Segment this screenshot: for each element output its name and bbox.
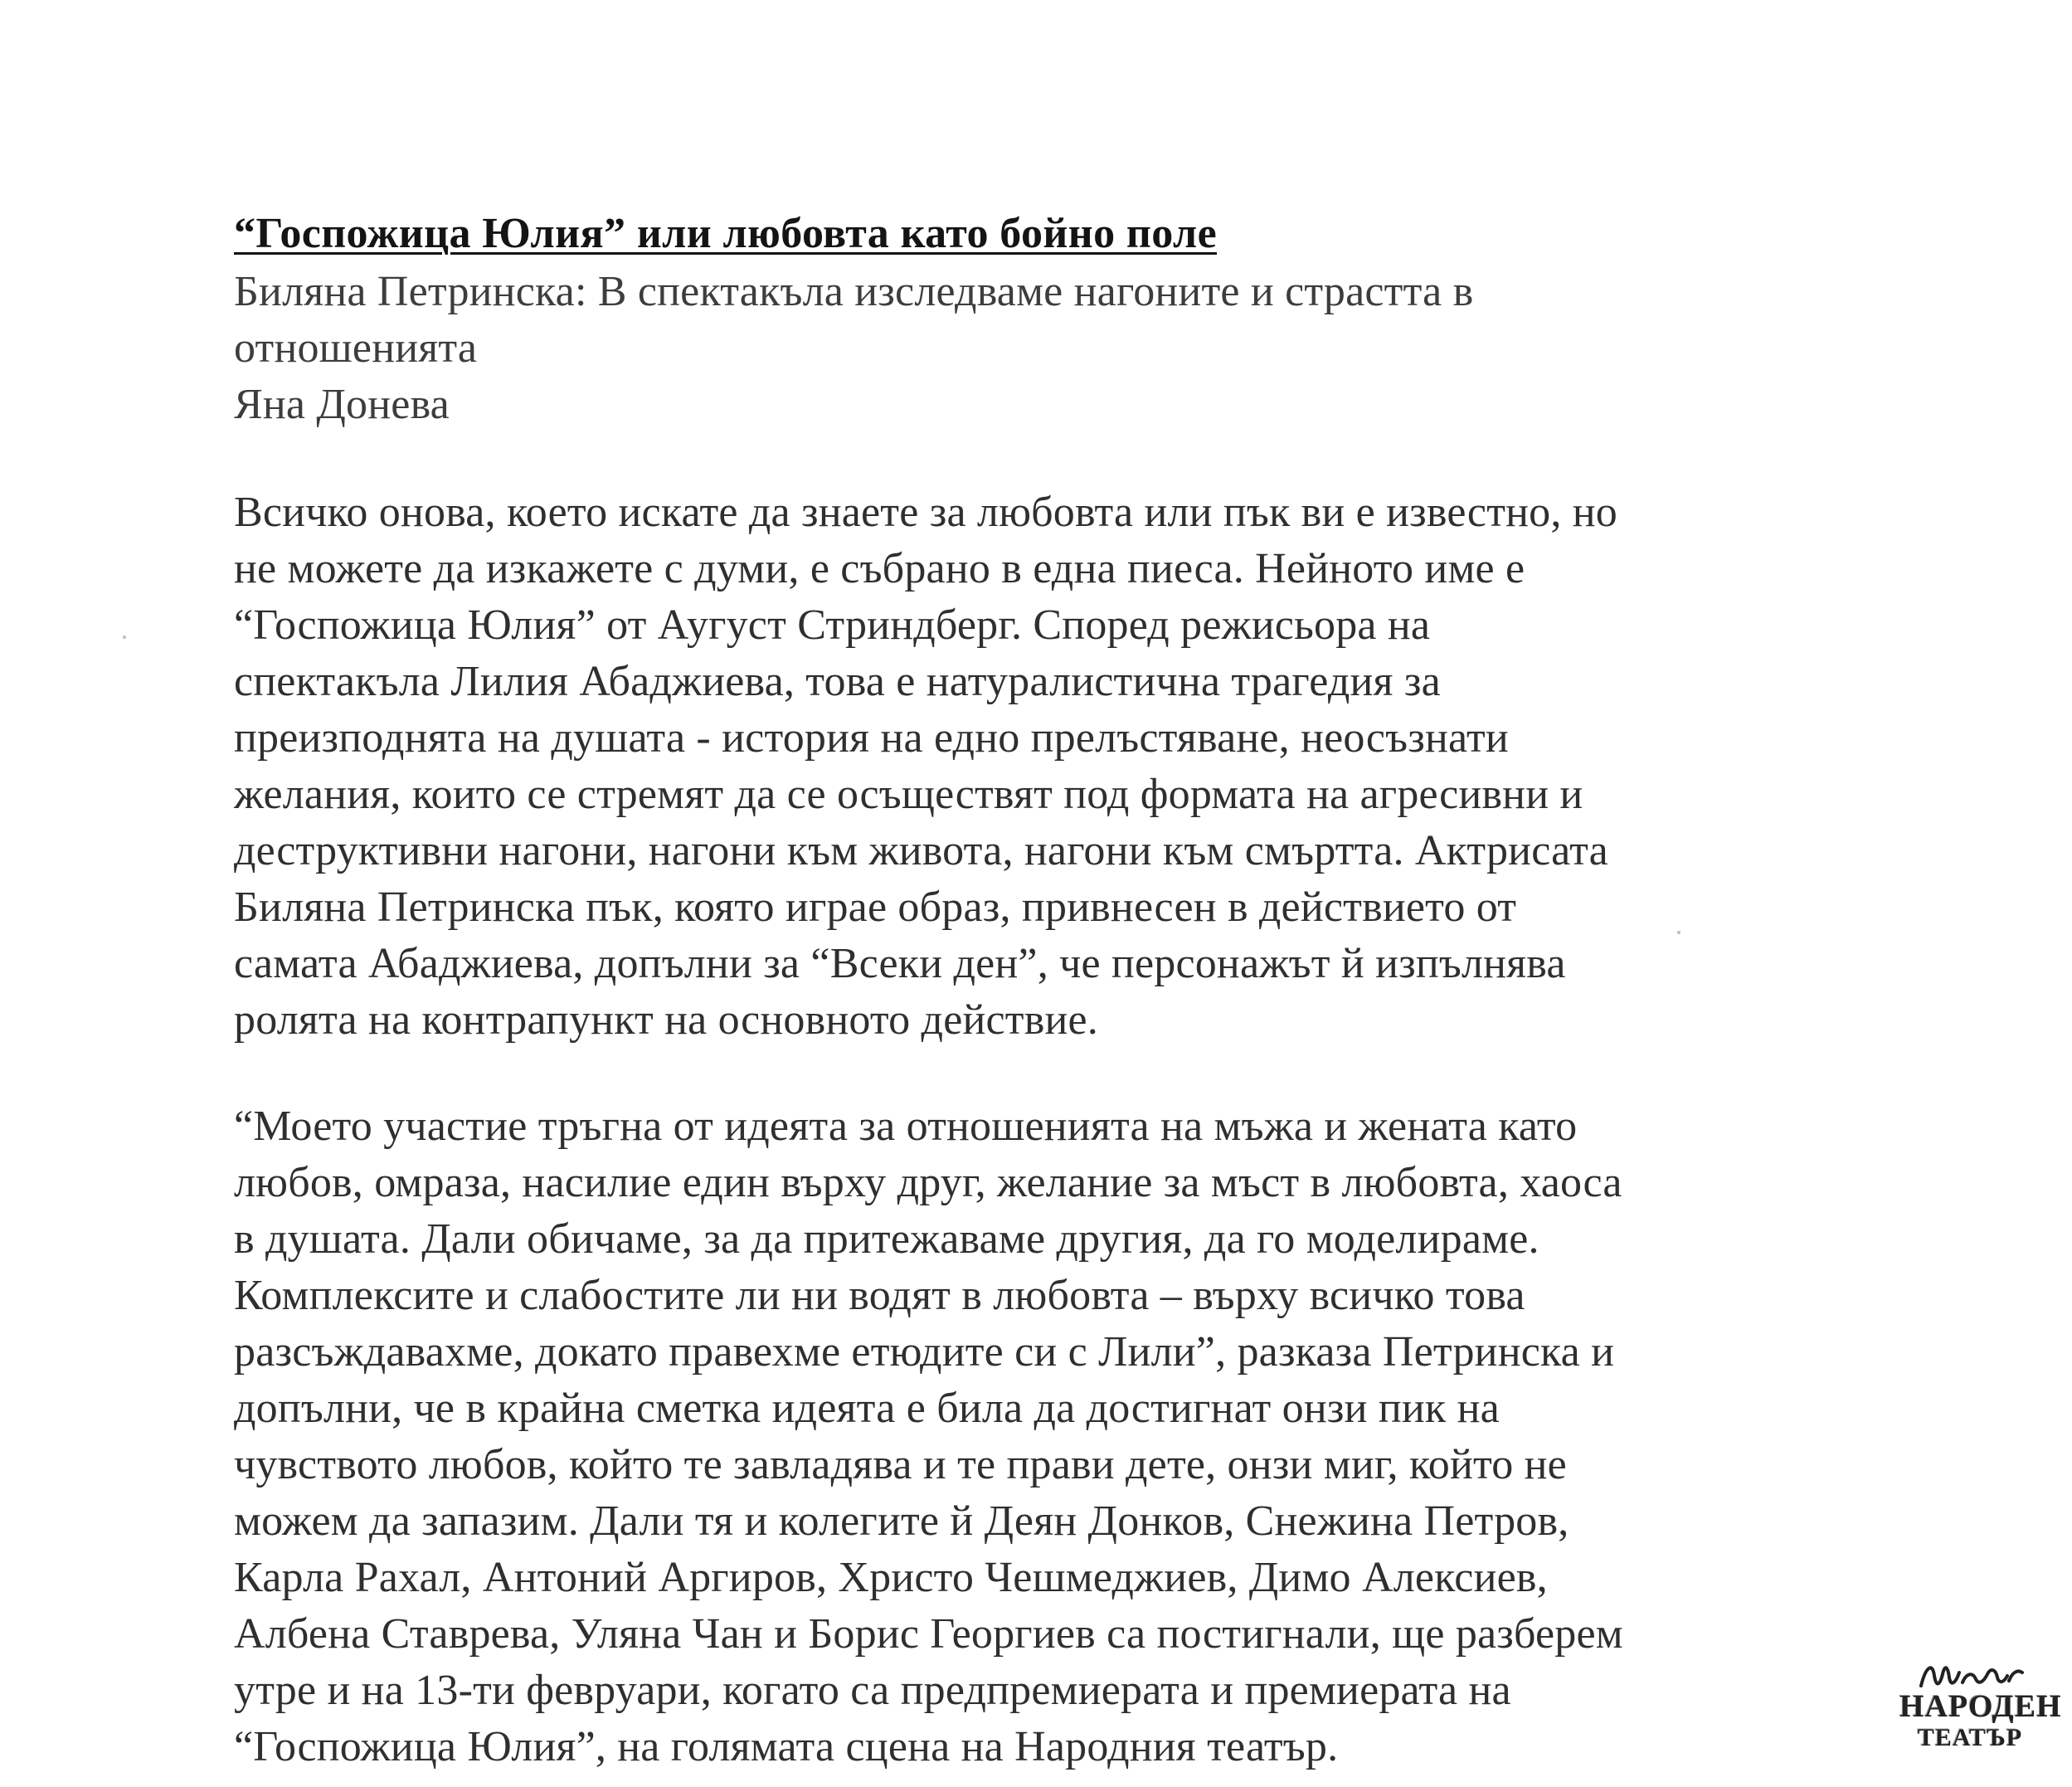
article-author: Яна Донева — [234, 381, 450, 428]
article-title: “Госпожица Юлия” или любовта като бойно поле — [234, 210, 1218, 257]
paragraph-1-line: Всичко онова, което искате да знаете за любовта или пък ви е известно, но — [234, 489, 1617, 536]
scan-speck — [1677, 931, 1680, 934]
paragraph-2-line: можем да запазим. Дали тя и колегите й Деян Донков, Снежина Петров, — [234, 1497, 1569, 1545]
paragraph-1-line: “Госпожица Юлия” от Аугуст Стриндберг. Според режисьора на — [234, 601, 1431, 649]
paragraph-1-line: деструктивни нагони, нагони към живота, нагони към смъртта. Актрисата — [234, 827, 1608, 874]
paragraph-2-line: в душата. Дали обичаме, за да притежаваме другия, да го моделираме. — [234, 1215, 1539, 1263]
article-subtitle-line-1: Биляна Петринска: В спектакъла изследваме нагоните и страстта в — [234, 268, 1474, 315]
logo-word-teatar: ТЕАТЪР — [1917, 1724, 2023, 1751]
paragraph-1-line: не можете да изкажете с думи, е събрано в една пиеса. Нейното име е — [234, 545, 1525, 592]
paragraph-2-line: Албена Ставрева, Уляна Чан и Борис Георгиев са постигнали, ще разберем — [234, 1610, 1623, 1658]
national-theatre-logo — [1899, 1658, 2062, 1760]
article-subtitle-line-2: отношенията — [234, 324, 478, 372]
paragraph-1-line: ролята на контрапункт на основното действие. — [234, 996, 1098, 1044]
paragraph-2-line: Комплексите и слабостите ли ни водят в любовта – върху всичко това — [234, 1272, 1525, 1319]
paragraph-2-line: Карла Рахал, Антоний Аргиров, Христо Чешмеджиев, Димо Алексиев, — [234, 1554, 1548, 1601]
paragraph-2-line: утре и на 13-ти февруари, когато са предпремиерата и премиерата на — [234, 1667, 1511, 1714]
paragraph-1-line: преизподнята на душата - история на едно прелъстяване, неосъзнати — [234, 714, 1509, 762]
paragraph-1-line: желания, които се стремят да се осъществят под формата на агресивни и — [234, 771, 1583, 818]
logo-word-naroden: НАРОДЕН — [1899, 1689, 2062, 1724]
scan-speck — [123, 635, 126, 639]
paragraph-2-line: разсъждавахме, докато правехме етюдите си с Лили”, разказа Петринска и — [234, 1328, 1615, 1376]
paragraph-1-line: Биляна Петринска пък, която играе образ, привнесен в действието от — [234, 884, 1517, 931]
paragraph-2-line: чувството любов, който те завладява и те прави дете, онзи миг, който не — [234, 1441, 1567, 1488]
paragraph-2-line: допълни, че в крайна сметка идеята е била да достигнат онзи пик на — [234, 1385, 1500, 1432]
paragraph-1-line: спектакъла Лилия Абаджиева, това е натуралистична трагедия за — [234, 658, 1441, 705]
paragraph-1-line: самата Абаджиева, допълни за “Всеки ден”, че персонажът й изпълнява — [234, 940, 1566, 987]
paragraph-2-line: любов, омраза, насилие един върху друг, желание за мъст в любовта, хаоса — [234, 1159, 1622, 1206]
paragraph-2-line: “Моето участие тръгна от идеята за отношенията на мъжа и жената като — [234, 1103, 1578, 1150]
paragraph-2-line: “Госпожица Юлия”, на голямата сцена на Народния театър. — [234, 1723, 1339, 1770]
